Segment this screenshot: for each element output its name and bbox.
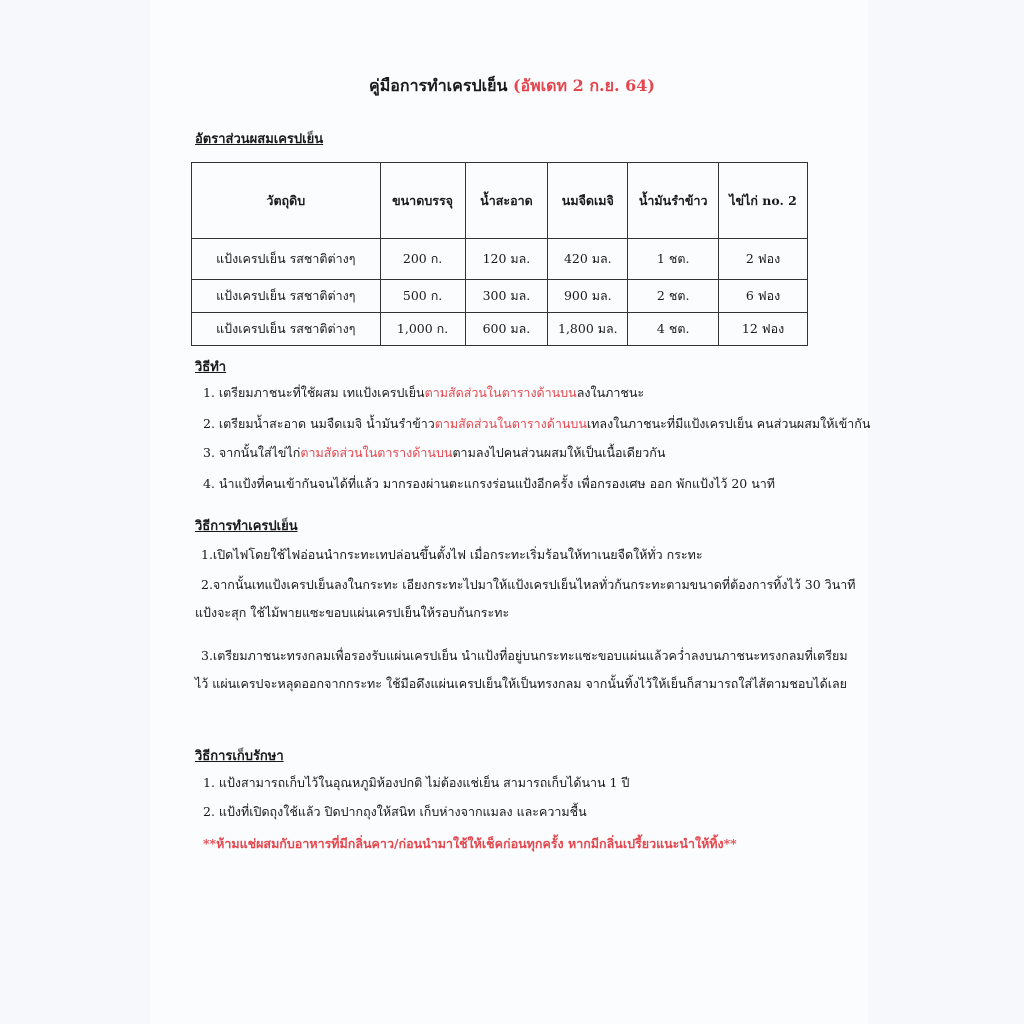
method-step-2-tail: เทลงในภาชนะที่มีแป้งเครปเย็น คนส่วนผสมให้เข้ากัน <box>586 416 871 431</box>
method-step-2-text: 2. เตรียมน้ำสะอาด นมจืดเมจิ น้ำมันรำข้าว <box>203 416 435 431</box>
table-cell: แป้งเครปเย็น รสชาติต่างๆ <box>192 280 381 313</box>
method-step-2 <box>203 414 870 434</box>
table-cell: 6 ฟอง <box>719 280 808 313</box>
method-step-1-tail: ลงในภาชนะ <box>576 385 645 400</box>
header-cell: น้ำสะอาด <box>465 163 548 239</box>
table-cell: 1,000 ก. <box>380 313 465 346</box>
table-cell: 1 ชต. <box>628 239 719 280</box>
method-step-3-text: 3. จากนั้นใส่ไข่ไก่ <box>203 445 301 460</box>
method-step-1-text: 1. เตรียมภาชนะที่ใช้ผสม เทแป้งเครปเย็น <box>203 385 425 400</box>
cooking-heading: วิธีการทำเครปเย็น <box>195 519 298 534</box>
table-cell: 2 ฟอง <box>719 239 808 280</box>
header-cell: ไข่ไก่ no. 2 <box>719 163 808 239</box>
table-cell: 300 มล. <box>465 280 548 313</box>
ratio-heading: อัตราส่วนผสมเครปเย็น <box>195 132 324 147</box>
cooking-step-2: 2.จากนั้นเทแป้งเครปเย็นลงในกระทะ เอียงกระทะไปมาให้แป้งเครปเย็นไหลทั่วก้นกระทะตามขนาดที่ต้องการทิ้งไว้ 30 วินาที <box>201 577 856 592</box>
table-cell: 600 มล. <box>465 313 548 346</box>
storage-heading: วิธีการเก็บรักษา <box>195 749 284 764</box>
storage-step-2: 2. แป้งที่เปิดถุงใช้แล้ว ปิดปากถุงให้สนิท เก็บห่างจากแมลง และความชื้น <box>203 804 587 819</box>
method-step-3-tail: ตามลงไปคนส่วนผสมให้เป็นเนื้อเดียวกัน <box>452 445 666 460</box>
method-step-3 <box>203 443 665 463</box>
page-title <box>0 74 1024 99</box>
ratio-table <box>191 162 808 346</box>
table-row <box>192 313 808 346</box>
table-cell: 500 ก. <box>380 280 465 313</box>
storage-warning: **ห้ามแช่ผสมกับอาหารที่มีกลิ่นคาว/ก่อนนำมาใช้ให้เช็คก่อนทุกครั้ง หากมีกลิ่นเปรี้ยวแนะนำให้ทิ้ง** <box>203 836 737 851</box>
method-step-3-highlight: ตามสัดส่วนในตารางด้านบน <box>300 445 453 460</box>
method-step-4: 4. นำแป้งที่คนเข้ากันจนได้ที่แล้ว มากรองผ่านตะแกรงร่อนแป้งอีกครั้ง เพื่อกรองเศษ ออก พักแป้งไว้ 20 นาที <box>203 476 776 491</box>
table-row <box>192 280 808 313</box>
title-main: คู่มือการทำเครปเย็น <box>369 76 508 95</box>
table-cell: 12 ฟอง <box>719 313 808 346</box>
paper-sheet <box>150 0 871 1024</box>
table-cell: แป้งเครปเย็น รสชาติต่างๆ <box>192 313 381 346</box>
table-cell: 200 ก. <box>380 239 465 280</box>
storage-step-1: 1. แป้งสามารถเก็บไว้ในอุณหภูมิห้องปกติ ไม่ต้องแช่เย็น สามารถเก็บได้นาน 1 ปี <box>203 775 630 790</box>
cooking-step-2-continued: แป้งจะสุก ใช้ไม้พายแซะขอบแผ่นเครปเย็นให้รอบก้นกระทะ <box>195 605 510 620</box>
table-cell: 1,800 มล. <box>548 313 628 346</box>
cooking-step-3: 3.เตรียมภาชนะทรงกลมเพื่อรองรับแผ่นเครปเย็น นำแป้งที่อยู่บนกระทะแซะขอบแผ่นแล้วคว่ำลงบนภาชนะทรงกลมที่เตรียม <box>201 648 848 663</box>
method-step-2-highlight: ตามสัดส่วนในตารางด้านบน <box>434 416 587 431</box>
table-cell: 4 ชต. <box>628 313 719 346</box>
table-row <box>192 239 808 280</box>
header-cell: ขนาดบรรจุ <box>380 163 465 239</box>
table-cell: 900 มล. <box>548 280 628 313</box>
header-cell: วัตถุดิบ <box>192 163 381 239</box>
title-update-date: (อัพเดท 2 ก.ย. 64) <box>512 76 655 95</box>
method-step-1-highlight: ตามสัดส่วนในตารางด้านบน <box>424 385 577 400</box>
header-cell: นมจืดเมจิ <box>548 163 628 239</box>
table-cell: 120 มล. <box>465 239 548 280</box>
table-cell: แป้งเครปเย็น รสชาติต่างๆ <box>192 239 381 280</box>
table-cell: 2 ชต. <box>628 280 719 313</box>
method-heading: วิธีทำ <box>195 360 227 375</box>
table-cell: 420 มล. <box>548 239 628 280</box>
method-step-1 <box>203 383 644 403</box>
cooking-step-1: 1.เปิดไฟโดยใช้ไฟอ่อนนำกระทะเทปล่อนขึ้นตั้งไฟ เมื่อกระทะเริ่มร้อนให้ทาเนยจืดให้ทั่ว กระทะ <box>201 547 703 562</box>
cooking-step-3-continued: ไว้ แผ่นเครปจะหลุดออกจากกระทะ ใช้มือดึงแผ่นเครปเย็นให้เป็นทรงกลม จากนั้นทิ้งไว้ให้เย็นก็สามารถใส่ไส้ตามชอบได้เลย <box>195 676 847 691</box>
table-header-row <box>192 163 808 239</box>
header-cell: น้ำมันรำข้าว <box>628 163 719 239</box>
